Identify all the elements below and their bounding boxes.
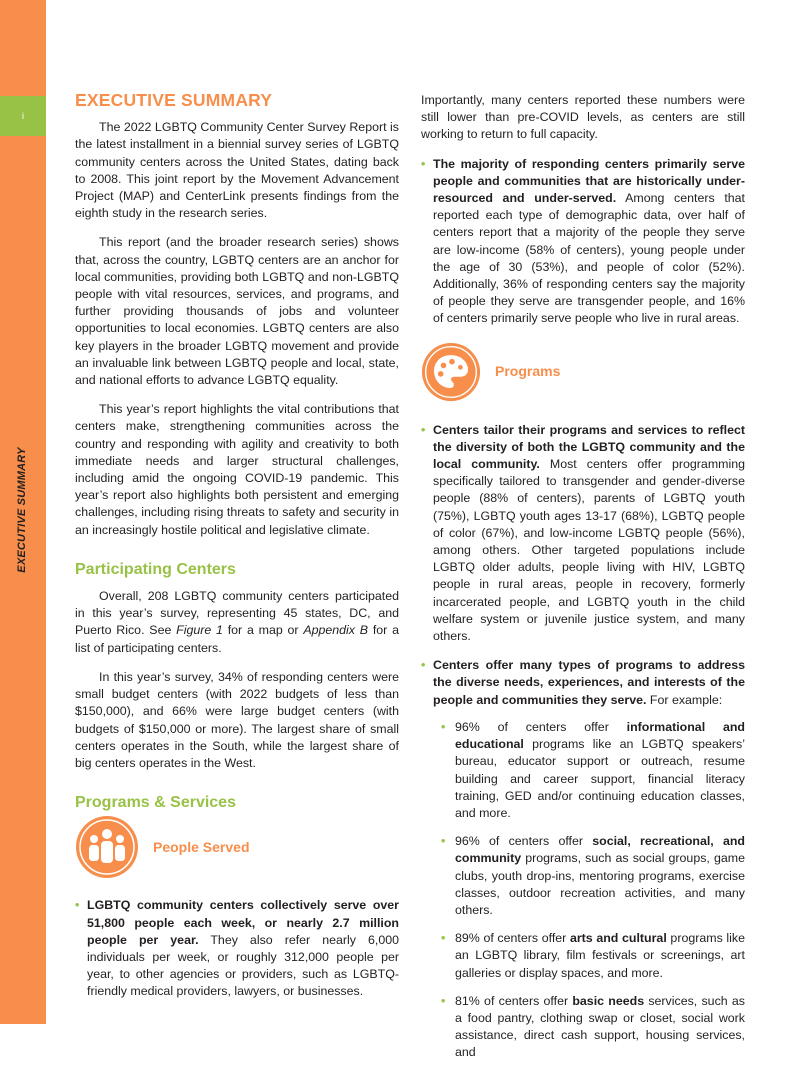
text-run: 81% of centers offer [455,993,573,1008]
text-run: for a map or [222,623,304,638]
text-run: for a list of participating centers. [75,623,399,655]
right-column [421,92,745,1074]
bullet-lead: social, recreational, and community [455,834,745,866]
people-served-list [75,897,399,1000]
palette-icon [421,342,481,402]
intro-paragraph-2: This report (and the broader research series) shows that, across the country, LGBTQ centers are an anchor for local communities, providing both LGBTQ and non-LGBTQ people with vital resources, services, and programs, and further providing thousands of jobs and volunteer opportunities to local economies. LGBTQ centers are also key players in the broader LGBTQ movement and provide an invaluable link between LGBTQ people and local, state, and national efforts to advance LGBTQ equality. [75,235,399,388]
programs-label: Programs [495,363,561,380]
text-run: programs, such as social groups, game clubs, youth drop-ins, mentoring programs, exercise classes, outdoor recreation activities, and many others. [455,851,745,917]
people-served-icon [75,815,139,879]
list-item [441,833,745,919]
programs-list [421,422,745,1062]
list-item [441,993,745,1062]
bullet-lead: basic needs [572,993,645,1008]
list-item [421,156,745,328]
people-served-header [75,815,399,879]
text-run: programs like an LGBTQ speakers’ bureau, educator support or outreach, resume building and career support, financial literacy training, GED and/or continuing education classes, and more. [455,737,745,820]
list-item [421,422,745,646]
participating-paragraph-2: In this year’s survey, 34% of responding centers were small budget centers (with 2022 budgets of less than $150,000), and 66% were large budget centers (with budgets of $150,000 or more). The largest share of small centers operates in the South, while the largest share of big centers operates in the West. [75,669,399,770]
bullet-text: For example: [646,692,723,707]
continued-paragraph: Importantly, many centers reported these numbers were still lower than pre-COVID levels, as centers are still working to return to full capacity. [421,93,745,142]
bullet-text: Among centers that reported each type of demographic data, over half of centers report that a majority of the people they serve are low-income (58% of centers), young people under the age of 30 (53%), and people of color (52%). Additionally, 36% of responding centers say the majority of people they serve are transgender people, and 16% of centers primarily serve people who live in rural areas. [433,191,745,326]
page-number: i [0,96,46,136]
list-item [421,657,745,1061]
bullet-text: Most centers offer programming specifically tailored to transgender and gender-diverse people (88% of centers), parents of LGBTQ youth (75%), LGBTQ youth ages 13-17 (68%), LGBTQ people of color (67%), and low-income LGBTQ people (56%), among others. Other targeted populations include LGBTQ older adults, people living with HIV, LGBTQ people in rural areas, people in recovery, formerly incarcerated people, and LGBTQ youth in the child welfare system or juvenile justice system, and many others. [433,457,745,644]
page-title: EXECUTIVE SUMMARY [75,90,273,110]
figure-reference: Figure 1 [176,623,223,638]
programs-header [421,340,745,404]
heading-programs-services: Programs & Services [75,794,236,812]
intro-paragraph-1: The 2022 LGBTQ Community Center Survey Report is the latest installment in a biennial survey series of LGBTQ community centers across the United States, dating back to 2008. This joint report by the Movement Advancement Project (MAP) and CenterLink presents findings from the eighth study in the research series. [75,120,399,221]
demographics-list [421,156,745,328]
text-run: 89% of centers offer [455,931,570,946]
text-run: 96% of centers offer [455,834,593,849]
bullet-lead: Centers offer many types of programs to address the diverse needs, experiences, and interests of the people and communities they serve. [433,658,745,707]
text-run: services, such as a food pantry, clothing swap or closet, social work assistance, direct cash support, housing services, and [455,993,745,1060]
text-run: 96% of centers offer [455,719,627,734]
appendix-reference: Appendix B [303,623,369,638]
list-item [441,719,745,822]
people-served-label: People Served [153,838,250,855]
heading-participating-centers: Participating Centers [75,560,236,578]
intro-paragraph-3: This year’s report highlights the vital contributions that centers make, strengthening communities across the country and responding with agility and creativity to both immediate needs and larger structural challenges, including amid the ongoing COVID-19 pandemic. This year’s report also highlights both persistent and emerging challenges, including rising threats to safety and security in an increasingly hostile political and legislative climate. [75,402,399,537]
left-column [75,88,399,1013]
bullet-lead: arts and cultural [569,931,667,946]
participating-paragraph-1 [75,588,399,657]
list-item [75,897,399,1000]
section-side-label: EXECUTIVE SUMMARY [16,447,28,573]
bullet-text: They also refer nearly 6,000 individuals per week, or roughly 312,000 people per year, to other agencies or providers, such as LGBTQ-friendly medical providers, lawyers, or businesses. [87,932,400,999]
bullet-lead: informational and educational [455,719,745,752]
bullet-lead: The majority of responding centers primarily serve people and communities that are historically under-resourced and under-served. [433,156,745,206]
list-item [441,930,745,982]
text-run: programs like an LGBTQ library, film festivals or screenings, art galleries or display spaces, and more. [455,931,746,980]
bullet-lead: Centers tailor their programs and services to reflect the diversity of both the LGBTQ community and the local community. [433,422,745,472]
program-types-list [433,719,745,1062]
text-run: Overall, 208 LGBTQ community centers participated in this year’s survey, representing 45 states, DC, and Puerto Rico. See [75,589,399,638]
bullet-lead: LGBTQ community centers collectively serve over 51,800 people each week, or nearly 2.7 million people per year. [87,898,399,947]
